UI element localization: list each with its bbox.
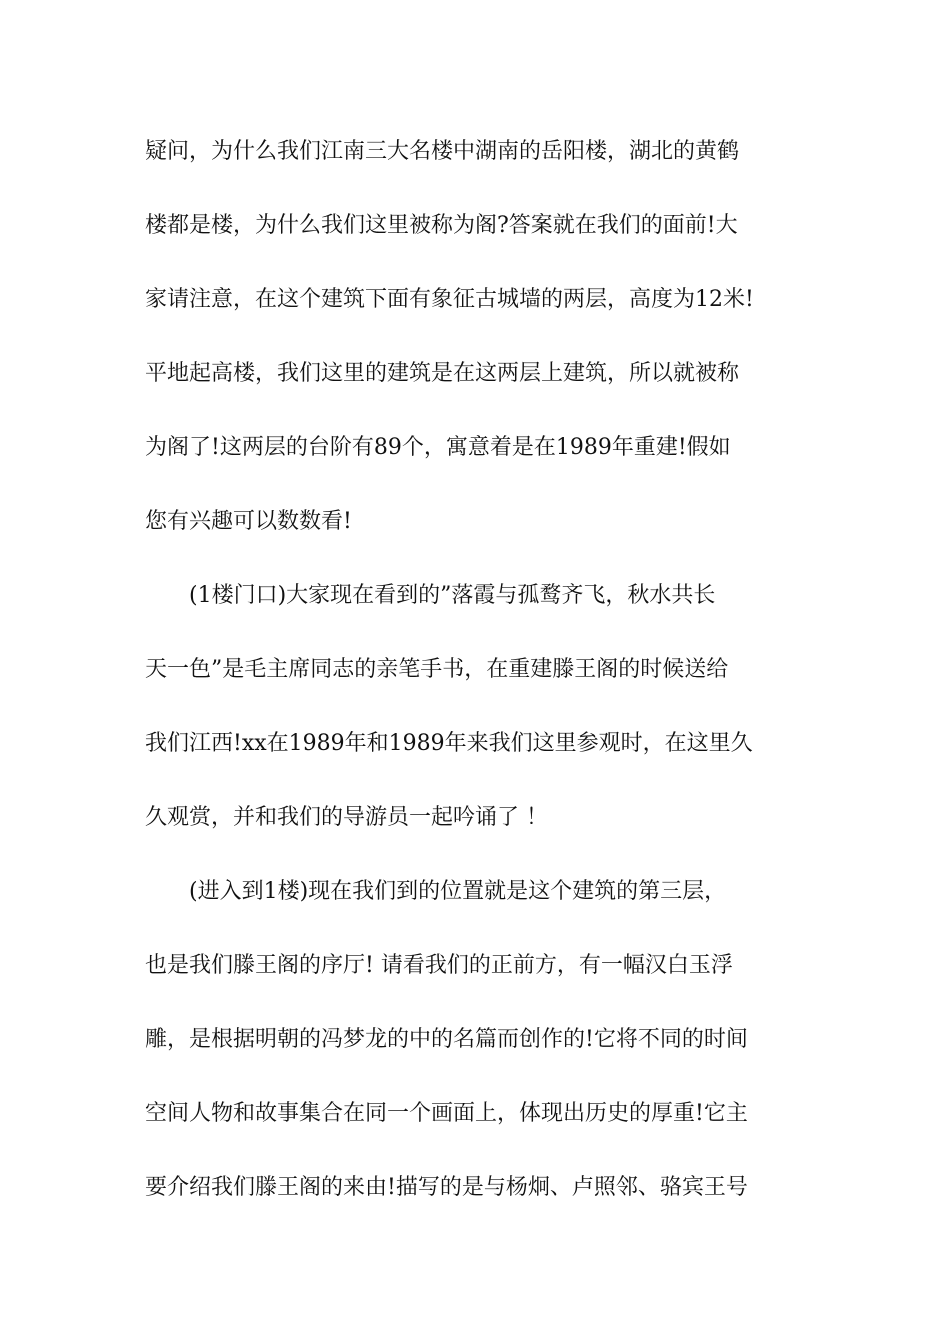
text-line: 为阁了!这两层的台阶有89个，寓意着是在1989年重建!假如	[145, 435, 731, 460]
text-line: 疑问，为什么我们江南三大名楼中湖南的岳阳楼，湖北的黄鹤	[145, 139, 740, 164]
text-line: 雕，是根据明朝的冯梦龙的中的名篇而创作的!它将不同的时间	[145, 1027, 748, 1052]
text-line: 久观赏，并和我们的导游员一起吟诵了 ！	[145, 805, 548, 830]
text-line: 也是我们滕王阁的序厅! 请看我们的正前方，有一幅汉白玉浮	[145, 953, 733, 978]
text-line: 家请注意，在这个建筑下面有象征古城墙的两层，高度为12米!	[145, 287, 754, 312]
text-line: (进入到1楼)现在我们到的位置就是这个建筑的第三层，	[145, 879, 727, 904]
text-line: 您有兴趣可以数数看!	[145, 509, 352, 534]
text-line: 要介绍我们滕王阁的来由!描写的是与杨炯、卢照邻、骆宾王号	[145, 1175, 748, 1200]
text-line: 楼都是楼，为什么我们这里被称为阁?答案就在我们的面前!大	[145, 213, 738, 238]
text-line: 平地起高楼，我们这里的建筑是在这两层上建筑，所以就被称	[145, 361, 740, 386]
text-line: (1楼门口)大家现在看到的”落霞与孤鹜齐飞，秋水共长	[145, 583, 716, 608]
text-line: 我们江西!xx在1989年和1989年来我们这里参观时，在这里久	[145, 731, 753, 756]
text-line: 天一色”是毛主席同志的亲笔手书，在重建滕王阁的时候送给	[145, 657, 729, 682]
body-text	[145, 130, 815, 1240]
text-line: 空间人物和故事集合在同一个画面上，体现出历史的厚重!它主	[145, 1101, 748, 1126]
